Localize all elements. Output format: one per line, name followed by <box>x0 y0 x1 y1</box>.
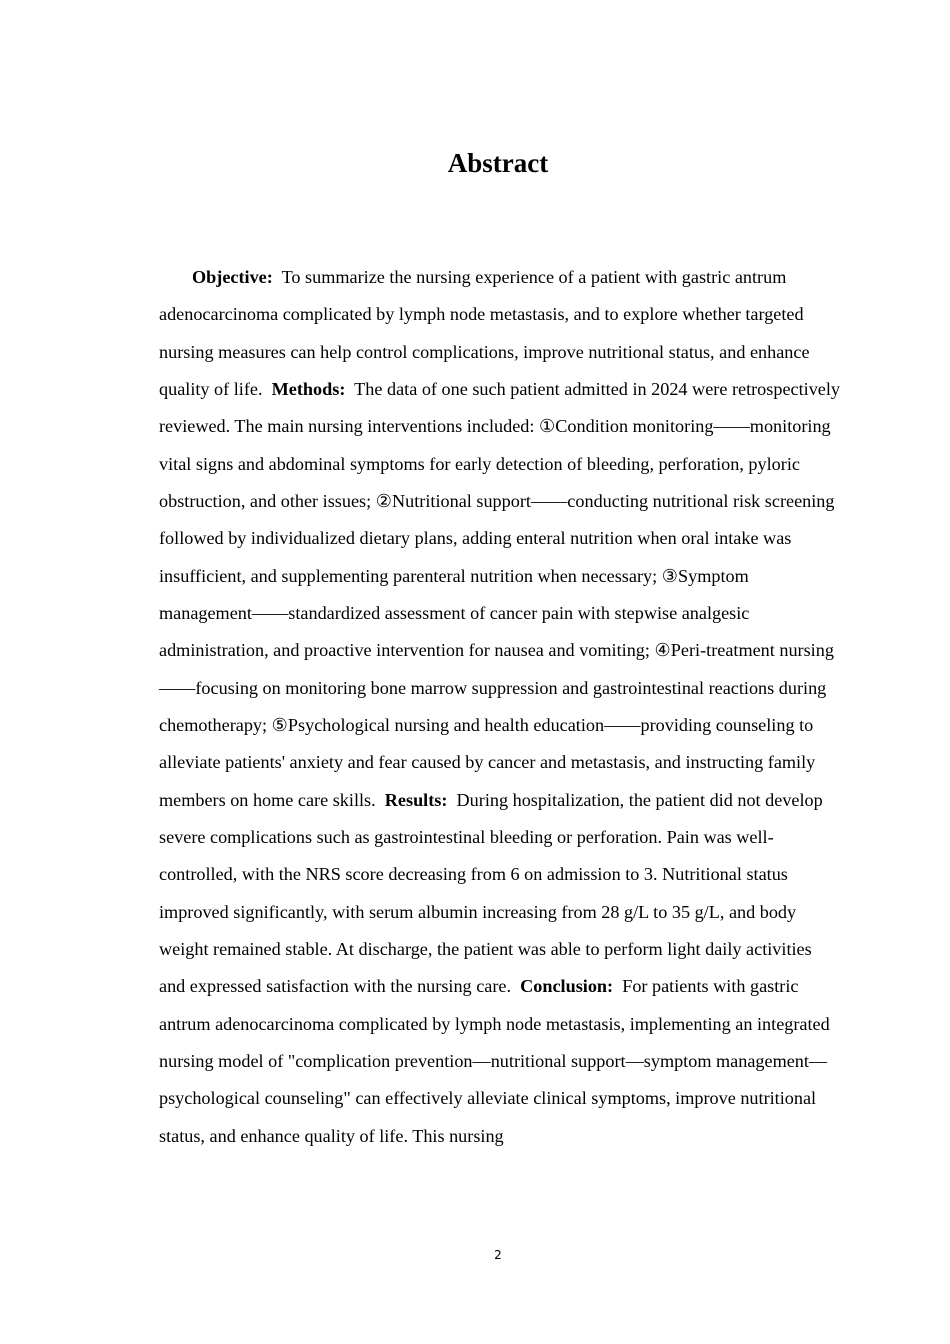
conclusion-label: Conclusion: <box>520 976 614 997</box>
abstract-body <box>159 259 841 1155</box>
methods-label: Methods: <box>271 378 346 399</box>
results-label: Results: <box>384 789 448 810</box>
objective-text: To summarize the nursing experience of a patient with gastric antrum adenocarcinoma complicated by lymph node metastasis, and to explore whether targeted nursing measures can help control complications, improve nutritional status, and enhance quality of life. <box>159 267 810 399</box>
conclusion-text: For patients with gastric antrum adenocarcinoma complicated by lymph node metastasis, implementing an integrated nursing model of "complication prevention—nutritional support—symptom management—psychological counseling" can effectively alleviate clinical symptoms, improve nutritional status, and enhance quality of life. This nursing <box>159 976 830 1146</box>
page-number: 2 <box>494 1248 502 1262</box>
methods-text: The data of one such patient admitted in 2024 were retrospectively reviewed. The main nursing interventions included: ①Condition monitoring——monitoring vital signs and abdominal symptoms for early detection of bleeding, perforation, pyloric obstruction, and other issues; ②Nutritional support——conducting nutritional risk screening followed by individualized dietary plans, adding enteral nutrition when oral intake was insufficient, and supplementing parenteral nutrition when necessary; ③Symptom management——standardized assessment of cancer pain with stepwise analgesic administration, and proactive intervention for nausea and vomiting; ④Peri-treatment nursing——focusing on monitoring bone marrow suppression and gastrointestinal reactions during chemotherapy; ⑤Psychological nursing and health education——providing counseling to alleviate patients' anxiety and fear caused by cancer and metastasis, and instructing family members on home care skills. <box>159 378 841 810</box>
objective-label: Objective: <box>192 267 273 287</box>
results-text: During hospitalization, the patient did not develop severe complications such as gastrointestinal bleeding or perforation. Pain was well-controlled, with the NRS score decreasing from 6 on admission to 3. Nutritional status improved significantly, with serum albumin increasing from 28 g/L to 35 g/L, and body weight remained stable. At discharge, the patient was able to perform light daily activities and expressed satisfaction with the nursing care. <box>159 789 823 997</box>
abstract-title: Abstract <box>447 148 549 178</box>
